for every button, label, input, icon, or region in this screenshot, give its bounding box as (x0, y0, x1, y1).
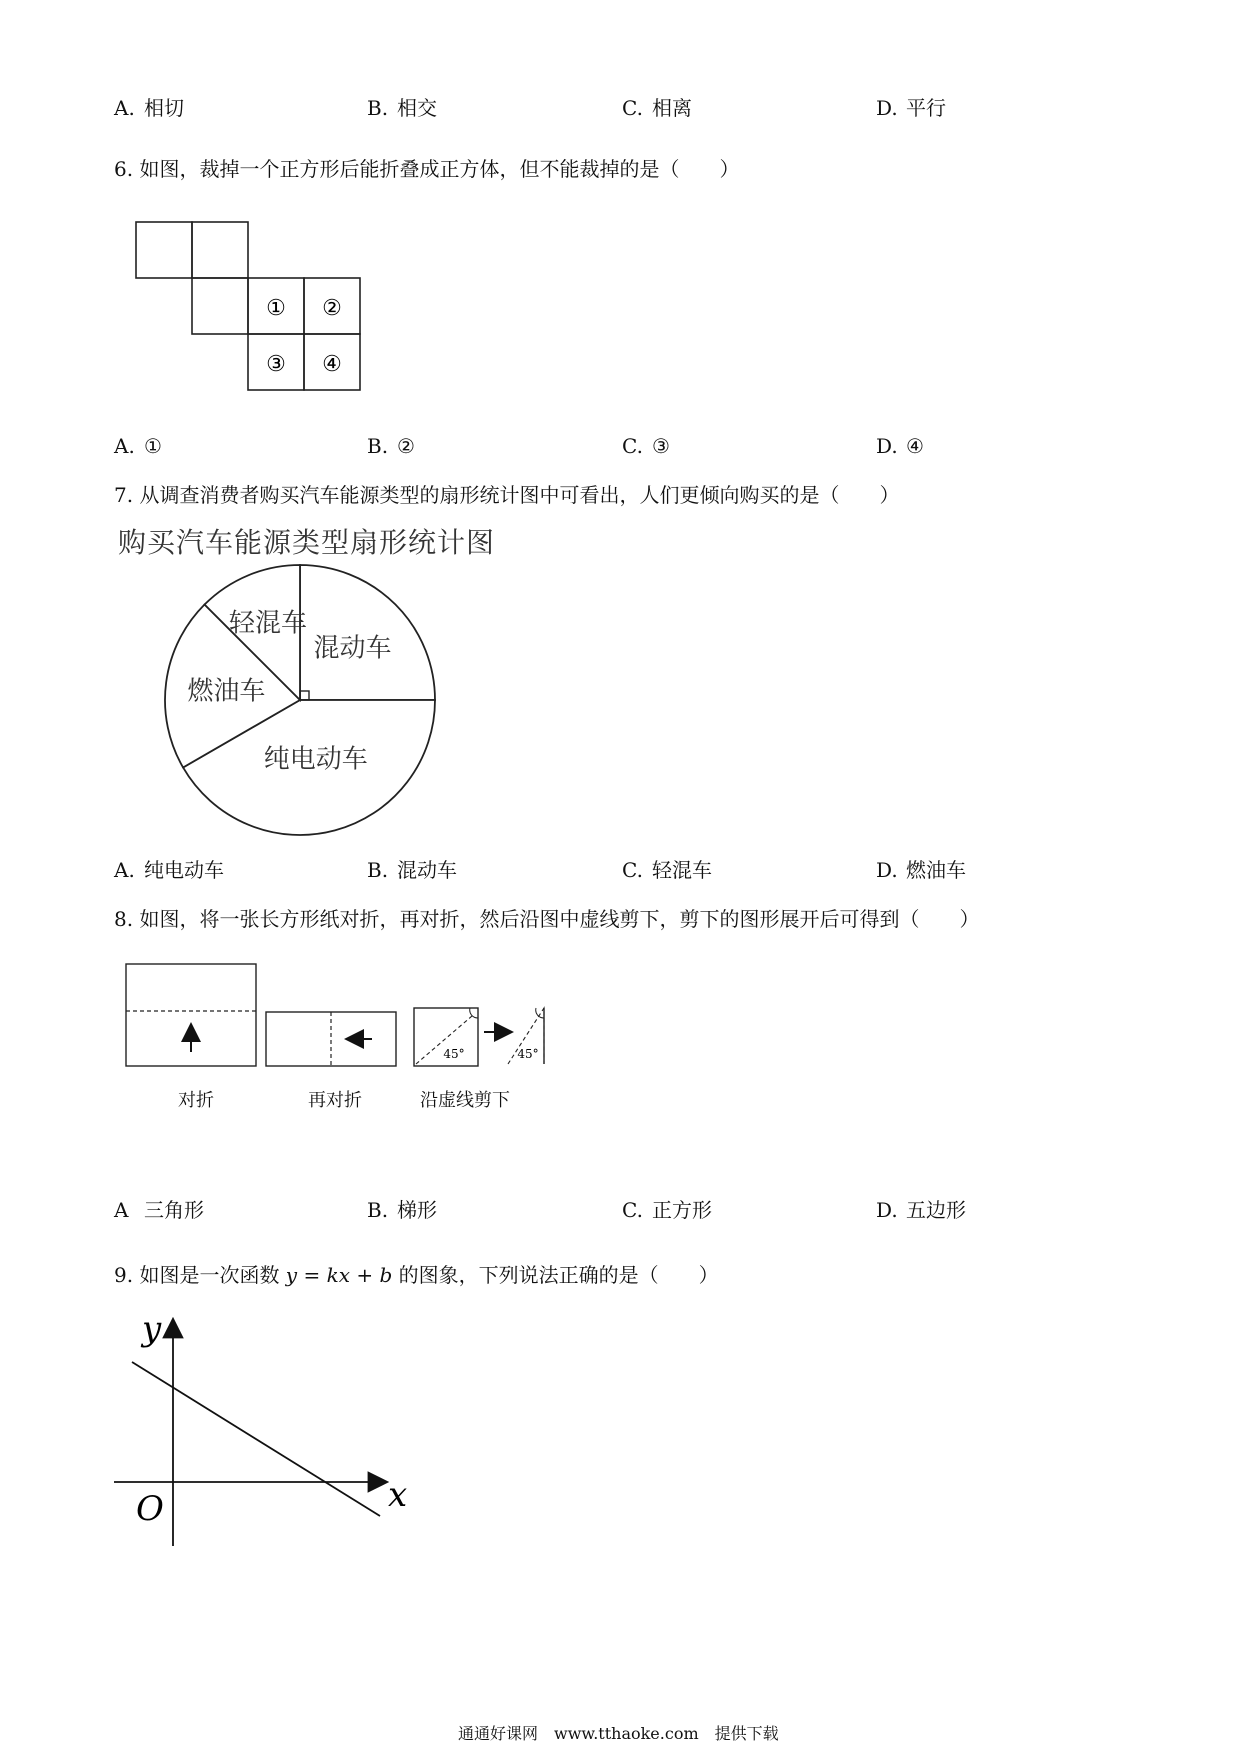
q8-option-c: C. 正方形 (622, 1198, 712, 1222)
q6-option-c: C. ③ (622, 434, 670, 458)
q8-option-b: B. 梯形 (367, 1198, 437, 1222)
q6-label-2: ② (322, 296, 342, 321)
pie-chart (160, 560, 450, 840)
q6-label-4: ④ (322, 352, 342, 377)
q6-label-3: ③ (266, 352, 286, 377)
q8-option-a: A 三角形 (114, 1198, 204, 1222)
page-footer: 通通好课网 www.tthaoke.com 提供下载 (458, 1724, 779, 1743)
pie-slice-label: 混动车 (313, 633, 392, 664)
q8-stem: 8. 如图，将一张长方形纸对折，再对折，然后沿图中虚线剪下，剪下的图形展开后可得到（ ） (114, 907, 980, 931)
q7-option-a: A. 纯电动车 (114, 858, 224, 882)
q5-option-d: D. 平行 (876, 96, 946, 120)
q6-cube-net-figure (134, 220, 364, 395)
q6-option-d: D. ④ (876, 434, 924, 458)
q6-option-a: A. ① (114, 434, 162, 458)
pie-slice-label: 轻混车 (228, 608, 307, 639)
paper-fold-step-1 (126, 964, 256, 1066)
q5-option-b: B. 相交 (367, 96, 437, 120)
origin-label: O (136, 1489, 164, 1529)
fold-caption-2: 再对折 (308, 1090, 362, 1111)
q5-option-a: A. 相切 (114, 96, 184, 120)
q8-folding-figure (124, 960, 564, 1070)
q9-stem: 9. 如图是一次函数 y = kx + b 的图象，下列说法正确的是（ ） (114, 1263, 719, 1287)
pie-slice-label: 燃油车 (187, 676, 266, 707)
pie-slice-label: 纯电动车 (263, 744, 368, 775)
q8-option-d: D. 五边形 (876, 1198, 966, 1222)
q7-option-b: B. 混动车 (367, 858, 457, 882)
y-axis-label: y (142, 1310, 162, 1349)
q9-formula: y = kx + b (285, 1263, 393, 1287)
angle-label-1: 45° (443, 1047, 465, 1061)
q6-option-b: B. ② (367, 434, 415, 458)
q7-stem: 7. 从调查消费者购买汽车能源类型的扇形统计图中可看出，人们更倾向购买的是（ ） (114, 483, 900, 507)
angle-label-2: 45° (517, 1047, 539, 1061)
q6-stem: 6. 如图，裁掉一个正方形后能折叠成正方体，但不能裁掉的是（ ） (114, 157, 740, 181)
fold-caption-1: 对折 (178, 1090, 214, 1111)
paper-fold-step-2 (266, 1012, 396, 1066)
q5-option-c: C. 相离 (622, 96, 692, 120)
q7-option-d: D. 燃油车 (876, 858, 966, 882)
linear-function-graph (110, 1310, 420, 1560)
pie-chart-title: 购买汽车能源类型扇形统计图 (118, 526, 496, 559)
q7-option-c: C. 轻混车 (622, 858, 712, 882)
x-axis-label: x (388, 1475, 408, 1515)
paper-cut-step-3 (414, 1008, 544, 1066)
q6-label-1: ① (266, 296, 286, 321)
fold-caption-3: 沿虚线剪下 (420, 1090, 510, 1111)
function-line (132, 1362, 380, 1516)
